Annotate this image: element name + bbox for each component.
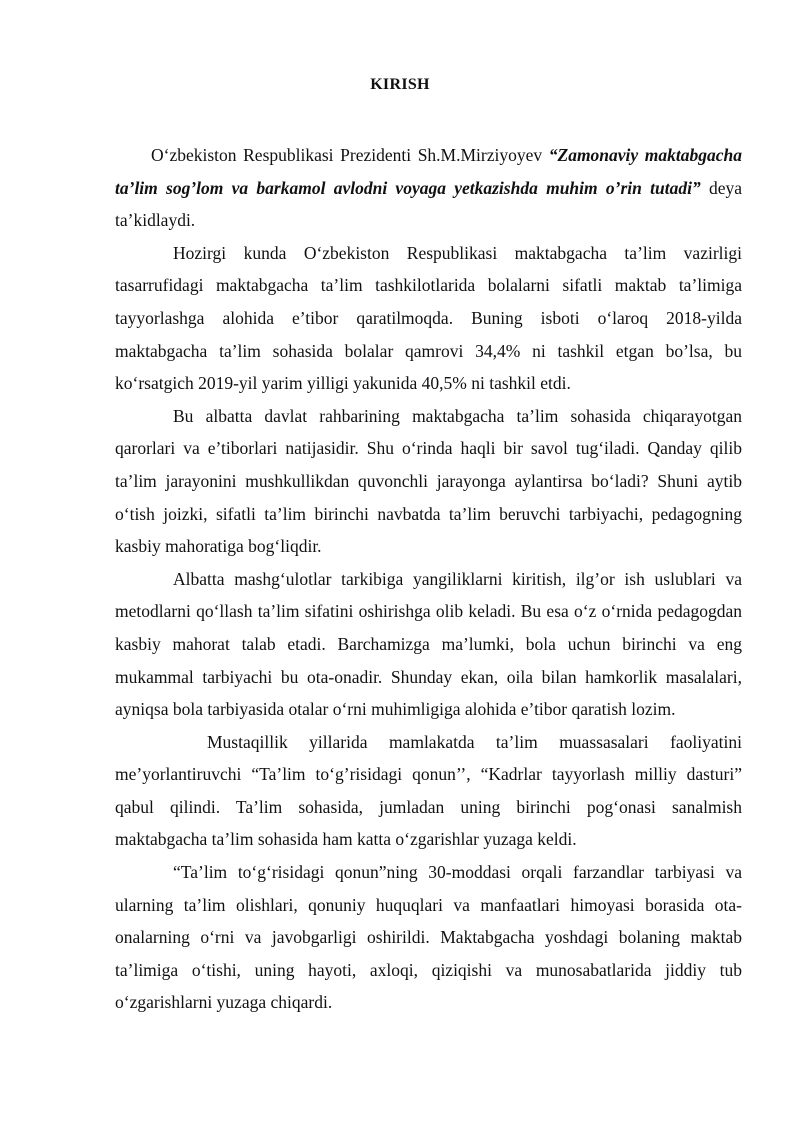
document-body xyxy=(115,139,742,1019)
paragraph-intro xyxy=(115,139,742,237)
paragraph-law: “Ta’lim to‘g‘risidagi qonun”ning 30-moddasi orqali farzandlar tarbiyasi va ularning ta’lim olishlari, qonuniy huquqlari va manfaatlari himoyasi borasida ota-onalarning o‘rni va javobgarligi oshirildi. Maktabgacha yoshdagi bolaning maktab ta’limiga o‘tishi, uning hayoti, axloqi, qiziqishi va munosabatlarida jiddiy tub o‘zgarishlarni yuzaga chiqardi. xyxy=(115,862,742,1013)
paragraph-independence: Mustaqillik yillarida mamlakatda ta’lim muassasalari faoliyatini me’yorlantiruvchi “Ta’lim to‘g’risidagi qonun’’, “Kadrlar tayyorlash milliy dasturi” qabul qilindi. Ta’lim sohasida, jumladan uning birinchi pog‘onasi sanalmish maktabgacha ta’lim sohasida ham katta o‘zgarishlar yuzaga keldi. xyxy=(115,731,742,850)
paragraph-coverage: Hozirgi kunda O‘zbekiston Respublikasi maktabgacha ta’lim vazirligi tasarrufidagi maktabgacha ta’lim tashkilotlarida bolalarni sifatli maktab ta’limiga tayyorlashga alohida e’tibor qaratilmoqda. Buning isboti o‘laroq 2018-yilda maktabgacha ta’lim sohasida bolalar qamrovi 34,4% ni tashkil etgan bo’lsa, bu ko‘rsatgich 2019-yil yarim yilligi yakunida 40,5% ni tashkil etdi. xyxy=(115,242,742,394)
paragraph-intro-lead: O‘zbekiston Respublikasi Prezidenti Sh.M.Mirziyoyev xyxy=(151,145,549,165)
paragraph-methods: Albatta mashg‘ulotlar tarkibiga yangiliklarni kiritish, ilg’or ish uslublari va metodlarni qo‘llash ta’lim sifatini oshirishga olib keladi. Bu esa o‘z o‘rnida pedagogdan kasbiy mahorat talab etadi. Barchamizga ma’lumki, bola uchun birinchi va eng mukammal tarbiyachi bu ota-onadir. Shunday ekan, oila bilan hamkorlik masalalari, ayniqsa bola tarbiyasida otalar o‘rni muhimligiga alohida e’tibor qaratish lozim. xyxy=(115,568,742,720)
paragraph-intro-tail: deya ta’kidlaydi. xyxy=(115,177,742,231)
page-title: KIRISH xyxy=(370,76,430,93)
paragraph-decisions: Bu albatta davlat rahbarining maktabgacha ta’lim sohasida chiqarayotgan qarorlari va e’tiborlari natijasidir. Shu o‘rinda haqli bir savol tug‘iladi. Qanday qilib ta’lim jarayonini mushkullikdan quvonchli jarayonga aylantirsa bo‘ladi? Shuni aytib o‘tish joizki, sifatli ta’lim birinchi navbatda ta’lim beruvchi tarbiyachi, pedagogning kasbiy mahoratiga bog‘liqdir. xyxy=(115,405,742,557)
president-quote: “Zamonaviy maktabgacha ta’lim sog’lom va barkamol avlodni voyaga yetkazishda muhim o’rin tutadi” xyxy=(115,145,743,198)
